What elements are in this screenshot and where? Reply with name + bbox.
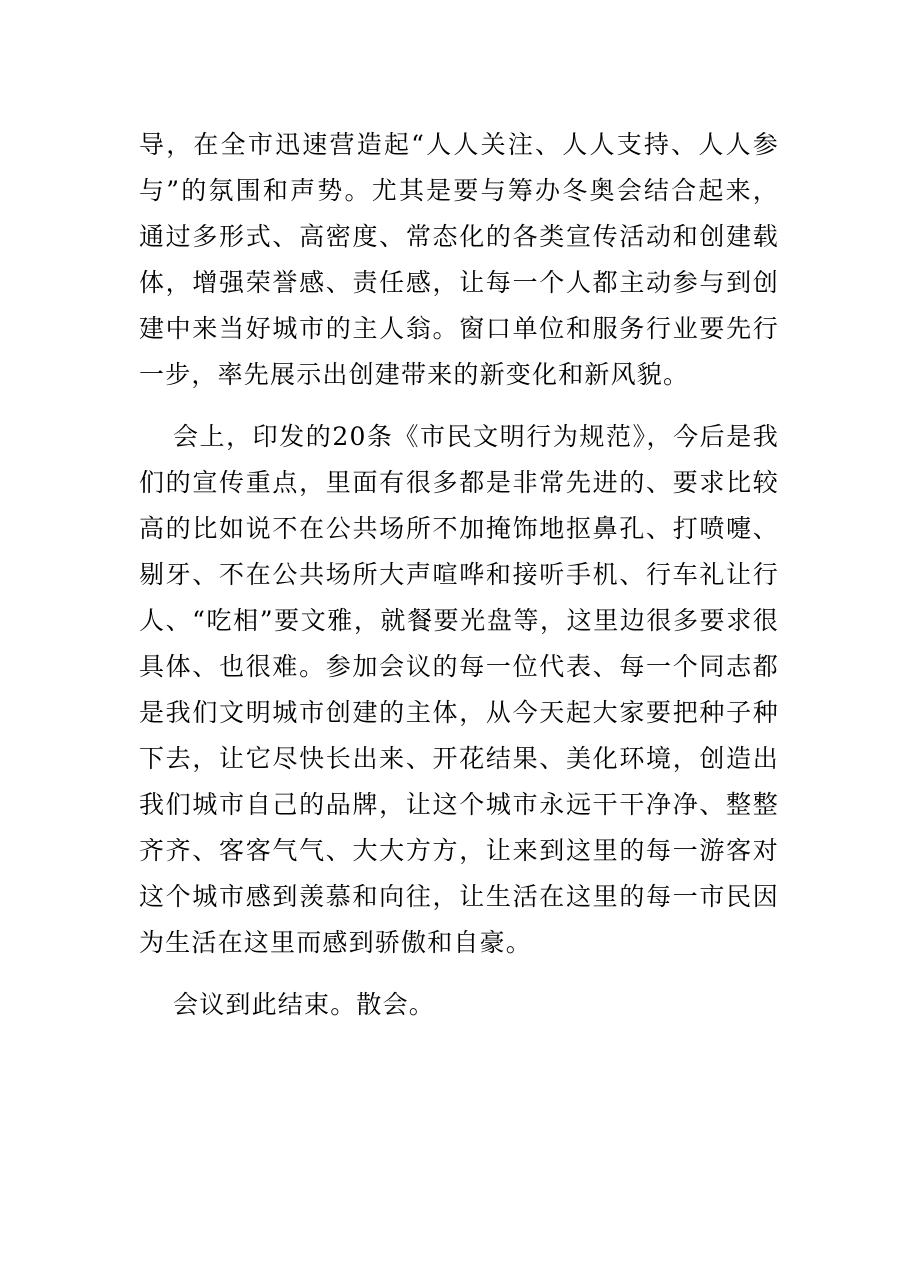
paragraph-2: 会上，印发的20条《市民文明行为规范》，今后是我们的宣传重点，里面有很多都是非常先进的、要求比较高的比如说不在公共场所不加掩饰地抠鼻孔、打喷嚏、剔牙、不在公共场所大声喧哗和接听手机、行车礼让行人、“吃相”要文雅，就餐要光盘等，这里边很多要求很具体、也很难。参加会议的每一位代表、每一个同志都是我们文明城市创建的主体，从今天起大家要把种子种下去，让它尽快长出来、开花结果、美化环境，创造出我们城市自己的品牌，让这个城市永远干干净净、整整齐齐、客客气气、大大方方，让来到这里的每一游客对这个城市感到羡慕和向往，让生活在这里的每一市民因为生活在这里而感到骄傲和自豪。 (139, 422, 779, 957)
paragraph-3: 会议到此结束。散会。 (173, 990, 436, 1019)
document-body (139, 122, 779, 1028)
paragraph-1: 导，在全市迅速营造起“人人关注、人人支持、人人参与”的氛围和声势。尤其是要与筹办冬奥会结合起来，通过多形式、高密度、常态化的各类宣传活动和创建载体，增强荣誉感、责任感，让每一个人都主动参与到创建中来当好城市的主人翁。窗口单位和服务行业要先行一步，率先展示出创建带来的新变化和新风貌。 (139, 130, 779, 389)
